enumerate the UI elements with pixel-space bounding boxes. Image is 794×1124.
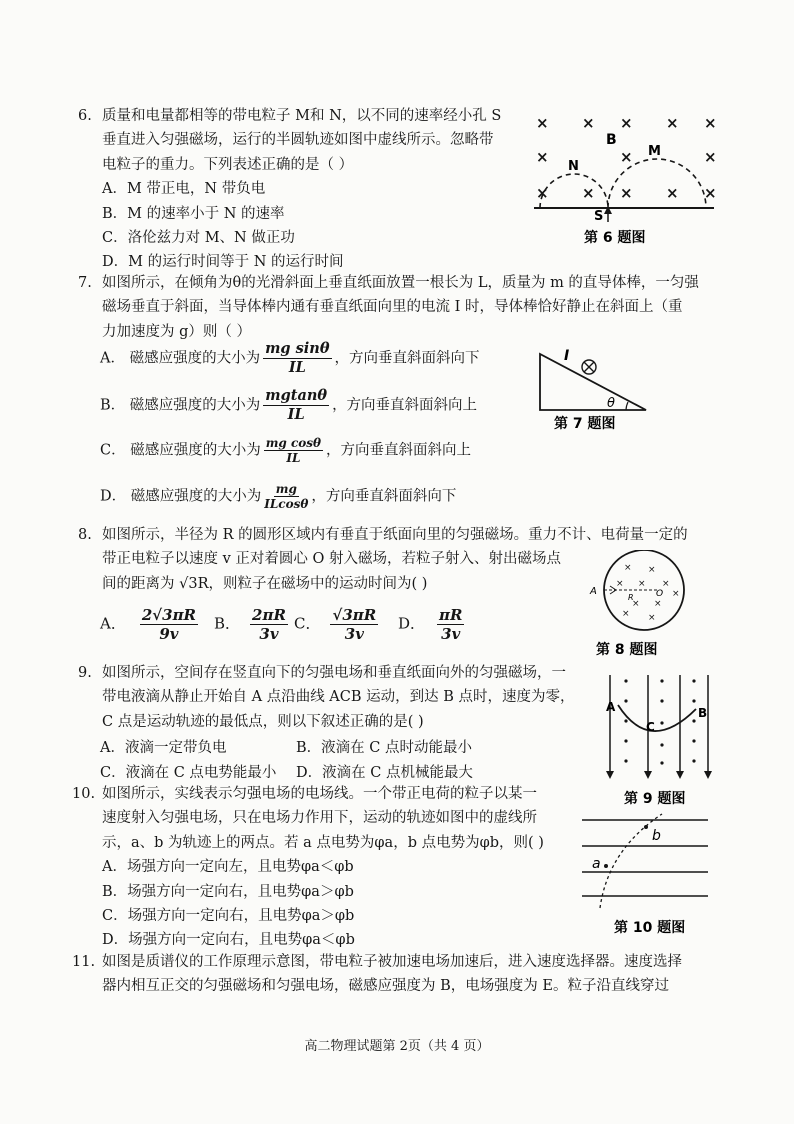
question-number: 8.	[78, 527, 92, 543]
label-A: A	[606, 700, 616, 714]
label-M: M	[648, 144, 661, 159]
q8-option-b: B． $\frac{2\pi R}{3v}$	[214, 606, 286, 643]
label-a: a	[592, 856, 601, 872]
question-stem-line: 器内相互正交的匀强磁场和匀强电场，磁感应强度为 B，电场强度为 E。粒子沿直线穿过	[102, 978, 669, 995]
option-d: D．液滴在 C 点机械能最大	[296, 765, 473, 781]
question-stem-line: 垂直进入匀强磁场，运行的半圆轨迹如图中虚线所示。忽略带	[102, 132, 494, 149]
question-number: 10.	[72, 786, 96, 802]
question-stem-line: 如图是质谱仪的工作原理示意图，带电粒子被加速电场加速后，进入速度选择器。速度选择	[102, 954, 682, 970]
question-stem-line: 如图所示，在倾角为θ的光滑斜面上垂直纸面放置一根长为 L，质量为 m 的直导体棒，一匀强	[102, 275, 699, 291]
figure-caption: 第 7 题图	[554, 416, 616, 432]
label-theta: θ	[607, 396, 615, 411]
question-stem-line: 间的距离为 √3R，则粒子在磁场中的运动时间为( )	[102, 575, 428, 592]
question-stem-line: 带正电粒子以速度 v 正对着圆心 O 射入磁场，若粒子射入、射出磁场点	[102, 551, 562, 568]
svg-text:×: ×	[672, 589, 680, 599]
label-N: N	[568, 159, 579, 174]
svg-text:×: ×	[662, 579, 670, 589]
svg-text:×: ×	[582, 184, 595, 202]
fraction: $\frac{\text{mg sinθ}}{IL}$	[265, 340, 330, 376]
label-b: b	[652, 828, 661, 844]
svg-text:×: ×	[622, 609, 630, 619]
figure-10-diagram	[578, 810, 718, 940]
q7-option-a: A． 磁感应强度的大小为 $\frac{\text{mg sinθ}}{IL}$ ，方向垂直斜面斜向下	[100, 340, 480, 376]
svg-text:×: ×	[620, 114, 633, 132]
page-footer: 高二物理试题第 2页（共 4 页）	[304, 1039, 490, 1054]
question-stem-line: 速度射入匀强电场，只在电场力作用下，运动的轨迹如图中的虚线所	[102, 810, 537, 827]
svg-text:×: ×	[620, 184, 633, 202]
figure-10	[578, 810, 718, 940]
svg-text:×: ×	[648, 613, 656, 623]
question-11	[72, 950, 732, 999]
svg-text:×: ×	[620, 148, 633, 166]
field-lines	[582, 820, 708, 896]
point-a	[604, 864, 608, 868]
trajectory-N	[540, 174, 608, 208]
svg-text:×: ×	[666, 184, 679, 202]
magnetic-field-crosses	[536, 114, 717, 202]
label-B: B	[606, 132, 617, 148]
label-O: O	[656, 589, 664, 599]
question-number: 6.	[78, 108, 92, 124]
q8-option-d: D． $\frac{\pi R}{3v}$	[398, 606, 463, 643]
q7-option-b: B． 磁感应强度的大小为 $\frac{mgtan\theta}{IL}$ ，方向垂直斜面斜向上	[100, 387, 478, 423]
figure-8	[588, 550, 708, 662]
point-b	[644, 825, 648, 829]
label-C: C	[646, 720, 655, 734]
option-c: C．场强方向一定向右，且电势φa＞φb	[102, 908, 355, 925]
q8-option-c: C． $\frac{√3\pi R}{3v}$	[294, 606, 377, 643]
option-b: B．场强方向一定向右，且电势φa＞φb	[102, 883, 354, 900]
option-c: C．液滴在 C 点电势能最小	[100, 765, 277, 781]
cross-mark	[584, 362, 594, 372]
question-stem-line: 带电液滴从静止开始自 A 点沿曲线 ACB 运动，到达 B 点时，速度为零，	[102, 689, 575, 706]
figure-caption: 第 9 题图	[624, 791, 686, 807]
svg-text:×: ×	[704, 148, 717, 166]
figure-caption: 第 8 题图	[596, 642, 658, 658]
question-6	[78, 104, 538, 275]
figure-7	[530, 340, 660, 435]
svg-text:×: ×	[654, 599, 662, 609]
option-a: A．M 带正电，N 带负电	[102, 181, 266, 198]
question-number: 9.	[78, 665, 92, 681]
question-stem-line: 力加速度为 g）则（ ）	[102, 323, 251, 340]
question-stem-line: 电粒子的重力。下列表述正确的是（ ）	[102, 156, 354, 173]
question-stem-line: 如图所示，实线表示匀强电场的电场线。一个带正电荷的粒子以某一	[102, 786, 537, 802]
angle-arc	[626, 402, 628, 410]
svg-text:×: ×	[632, 599, 640, 609]
option-d: D．场强方向一定向右，且电势φa＜φb	[102, 932, 355, 949]
svg-text:×: ×	[536, 184, 549, 202]
question-10	[72, 782, 592, 953]
figure-caption: 第 10 题图	[614, 920, 686, 936]
figure-caption: 第 6 题图	[584, 230, 646, 246]
label-A: A	[590, 586, 597, 597]
option-a: A．液滴一定带负电	[100, 740, 227, 756]
figure-6	[530, 108, 720, 248]
label-B: B	[698, 706, 708, 720]
q8-option-a: A． $\frac{2√3\pi R}{9v}$	[100, 606, 197, 643]
svg-text:×: ×	[704, 114, 717, 132]
option-b: B．液滴在 C 点时动能最小	[296, 740, 472, 756]
fraction: $\frac{mgtan\theta}{IL}$	[265, 387, 328, 423]
option-c: C．洛伦兹力对 M、N 做正功	[102, 230, 295, 247]
magnetic-field-dots	[624, 679, 695, 764]
question-7	[78, 271, 718, 344]
option-d: D．M 的运行时间等于 N 的运行时间	[102, 254, 344, 271]
svg-text:×: ×	[536, 114, 549, 132]
svg-text:×: ×	[666, 114, 679, 132]
question-stem-line: 如图所示，空间存在竖直向下的匀强电场和垂直纸面向外的匀强磁场，一	[102, 665, 566, 681]
trajectory-ACB	[618, 705, 696, 731]
figure-9	[600, 665, 720, 810]
svg-text:×: ×	[616, 579, 624, 589]
svg-text:×: ×	[704, 184, 717, 202]
option-a: A．场强方向一定向左，且电势φa＜φb	[102, 859, 354, 876]
svg-text:×: ×	[648, 565, 656, 575]
figure-9-diagram	[600, 665, 720, 810]
label-S: S	[594, 209, 604, 224]
label-I: I	[564, 348, 570, 364]
q7-option-c: C． 磁感应强度的大小为 $\frac{\text{mg cosθ}}{IL}$ ，方向垂直斜面斜向上	[100, 436, 472, 465]
svg-text:×: ×	[536, 148, 549, 166]
question-stem-line: 磁场垂直于斜面，当导体棒内通有垂直纸面向里的电流 I 时，导体棒恰好静止在斜面上（重	[102, 299, 683, 316]
fraction: $\frac{\text{mg cosθ}}{IL}$	[265, 436, 322, 465]
q7-option-d: D． 磁感应强度的大小为 $\frac{mg}{ILcos\theta}$ ，方向垂直斜面斜向下	[100, 482, 457, 511]
fraction: $\frac{mg}{ILcos\theta}$	[264, 482, 309, 511]
svg-text:×: ×	[582, 114, 595, 132]
field-arrow-heads	[606, 771, 712, 779]
option-b: B．M 的速率小于 N 的速率	[102, 205, 285, 222]
figure-8-diagram	[588, 550, 708, 662]
question-number: 7.	[78, 275, 92, 291]
question-stem-line: 质量和电量都相等的带电粒子 M和 N，以不同的速率经小孔 S	[102, 108, 502, 124]
question-stem-line: C 点是运动轨迹的最低点，则以下叙述正确的是( )	[102, 713, 424, 730]
figure-7-diagram	[530, 340, 660, 435]
question-stem-line: 示，a、b 为轨迹上的两点。若 a 点电势为φa，b 点电势为φb，则( )	[102, 834, 544, 851]
question-number: 11.	[72, 954, 96, 970]
question-stem-line: 如图所示，半径为 R 的圆形区域内有垂直于纸面向里的匀强磁场。重力不计、电荷量一定的	[102, 527, 688, 543]
label-R: R	[628, 593, 634, 602]
question-9	[78, 661, 598, 734]
svg-text:×: ×	[624, 563, 632, 573]
svg-text:×: ×	[638, 579, 646, 589]
magnetic-field-crosses	[616, 563, 680, 623]
figure-6-diagram	[530, 108, 720, 248]
